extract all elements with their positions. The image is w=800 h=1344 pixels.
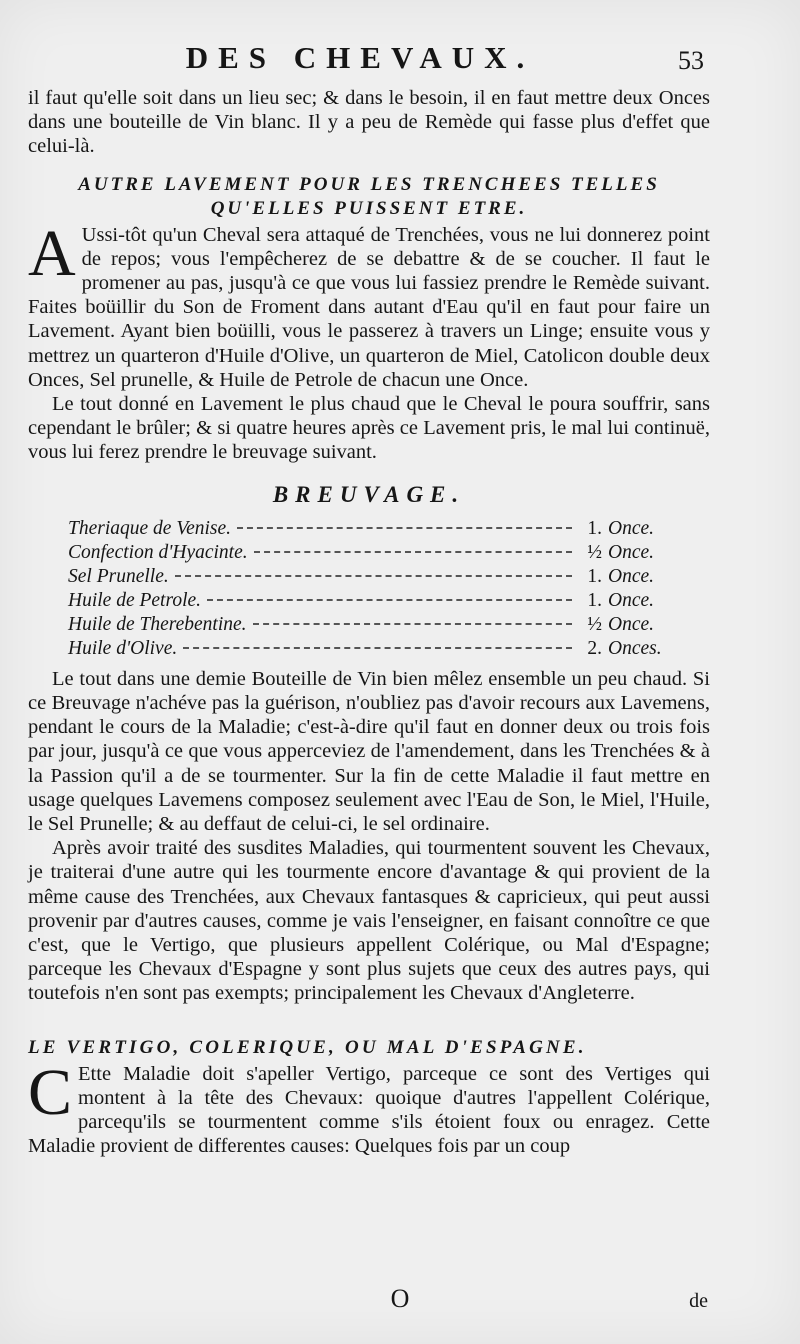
ingredient-unit: Once. <box>608 541 655 563</box>
catchword: de <box>689 1290 708 1312</box>
ingredient-name: Confection d'Hyacinte. <box>68 541 248 563</box>
leader-dots <box>237 527 572 529</box>
page-header <box>0 40 800 80</box>
paragraph-vertigo <box>28 1055 710 1159</box>
ingredient-quantity: 1. <box>587 589 602 611</box>
heading-line-1: AUTRE LAVEMENT POUR LES TRENCHEES TELLES <box>78 173 660 195</box>
section-heading-lavement <box>28 173 710 221</box>
ingredient-name: Huile de Therebentine. <box>68 613 247 635</box>
ingredient-quantity: 1. <box>587 565 602 587</box>
paragraph-vertigo-text: Ette Maladie doit s'apeller Vertigo, parceque ce sont des Vertiges qui montent à la tête des Chevaux: quoique d'autres l'appellent Colérique, parcequ'ils se tourmentent comme s'ils étoient foux ou enragez. Cette Maladie provient de differentes causes: Quelques fois par un coup <box>28 1062 710 1158</box>
ingredient-quantity: ½ <box>587 613 602 635</box>
recipe-item <box>68 565 668 589</box>
ingredient-unit: Once. <box>608 565 655 587</box>
running-head: DES CHEVAUX. <box>185 40 535 75</box>
drop-cap: A <box>28 216 76 290</box>
recipe-item <box>68 637 668 661</box>
ingredient-quantity: 1. <box>587 517 602 539</box>
ingredient-name: Huile d'Olive. <box>68 637 178 659</box>
leader-dots <box>183 647 572 649</box>
breuvage-title: BREUVAGE. <box>272 481 466 507</box>
leader-dots <box>207 599 572 601</box>
leader-dots <box>175 575 572 577</box>
paragraph-breuvage-usage: Le tout dans une demie Bouteille de Vin bien mêlez ensemble un peu chaud. Si ce Breuvage n'achéve pas la guérison, n'oubliez pas d'avoir recours aux Lavemens, pendant le cours de la Maladie; c'est-à-dire qu'il faut en donner deux ou trois fois par jour, jusqu'à ce que vous apperceviez de l'amendement, dans les Trenchées & à la Passion qu'il a de se tourmenter. Sur la fin de cette Maladie il faut mettre en usage quelques Lavemens composez seulement avec l'Eau de Son, le Miel, l'Huile, le Sel Prunelle; & au deffaut de celui-ci, le sel ordinaire. <box>28 667 710 836</box>
signature-mark: O <box>390 1284 410 1313</box>
ingredient-name: Theriaque de Venise. <box>68 517 232 539</box>
recipe-list <box>68 517 668 661</box>
recipe-item <box>68 541 668 565</box>
leader-dots <box>253 623 572 625</box>
paragraph-lavement-usage: Le tout donné en Lavement le plus chaud que le Cheval le poura souffrir, sans cependant le brûler; & si quatre heures après ce Lavement pris, le mal lui continuë, vous lui ferez prendre le breuvage suivant. <box>28 393 710 464</box>
paragraph-continuation: il faut qu'elle soit dans un lieu sec; & dans le besoin, il en faut mettre deux Onces dans une bouteille de Vin blanc. Il y a peu de Remède qui fasse plus d'effet que celui-là. <box>28 87 710 158</box>
paragraph-lavement <box>28 216 710 392</box>
ingredient-name: Sel Prunelle. <box>68 565 169 587</box>
paragraph-lavement-text: Ussi-tôt qu'un Cheval sera attaqué de Trenchées, vous ne lui donnerez point de repos; vous l'empêcherez de se debattre & de se coucher. Il faut le promener au pas, jusqu'à ce que vous lui fassiez prendre le Remède suivant. Faites boüillir du Son de Froment dans autant d'Eau qu'il en faut pour faire un Lavement. Ayant bien boüilli, vous le passerez à travers un Linge; ensuite vous y mettrez un quarteron d'Huile d'Olive, un quarteron de Miel, Catolicon double deux Onces, Sel prunelle, & Huile de Petrole de chacun une Once. <box>28 223 710 391</box>
ingredient-quantity: ½ <box>587 541 602 563</box>
drop-cap: C <box>28 1055 73 1129</box>
recipe-item <box>68 589 668 613</box>
ingredient-name: Huile de Petrole. <box>68 589 202 611</box>
paragraph-vertigo-intro: Après avoir traité des susdites Maladies, qui tourmentent souvent les Chevaux, je traiterai d'une autre qui les tourmente encore d'avantage & qui provient de la même cause des Trenchées, aux Chevaux fantasques & capricieux, qui peut aussi provenir par d'autres causes, comme je vais l'enseigner, en faisant connoître ce que c'est, que le Vertigo, que plusieurs appellent Colérique, ou Mal d'Espagne; parceque les Chevaux d'Espagne y sont plus sujets que ceux des autres pays, qui toutefois n'en sont pas exempts; principalement les Chevaux d'Angleterre. <box>28 837 710 1005</box>
section-heading-vertigo: LE VERTIGO, COLERIQUE, OU MAL D'ESPAGNE. <box>28 1036 587 1058</box>
recipe-item <box>68 613 668 637</box>
ingredient-unit: Onces. <box>608 637 662 659</box>
recipe-item <box>68 517 668 541</box>
leader-dots <box>254 551 572 553</box>
ingredient-unit: Once. <box>608 589 655 611</box>
page-number: 53 <box>678 46 704 75</box>
ingredient-unit: Once. <box>608 613 655 635</box>
body-text <box>28 86 710 1159</box>
ingredient-quantity: 2. <box>587 637 602 659</box>
ingredient-unit: Once. <box>608 517 655 539</box>
heading-line-2: QU'ELLES PUISSENT ETRE. <box>210 197 528 219</box>
